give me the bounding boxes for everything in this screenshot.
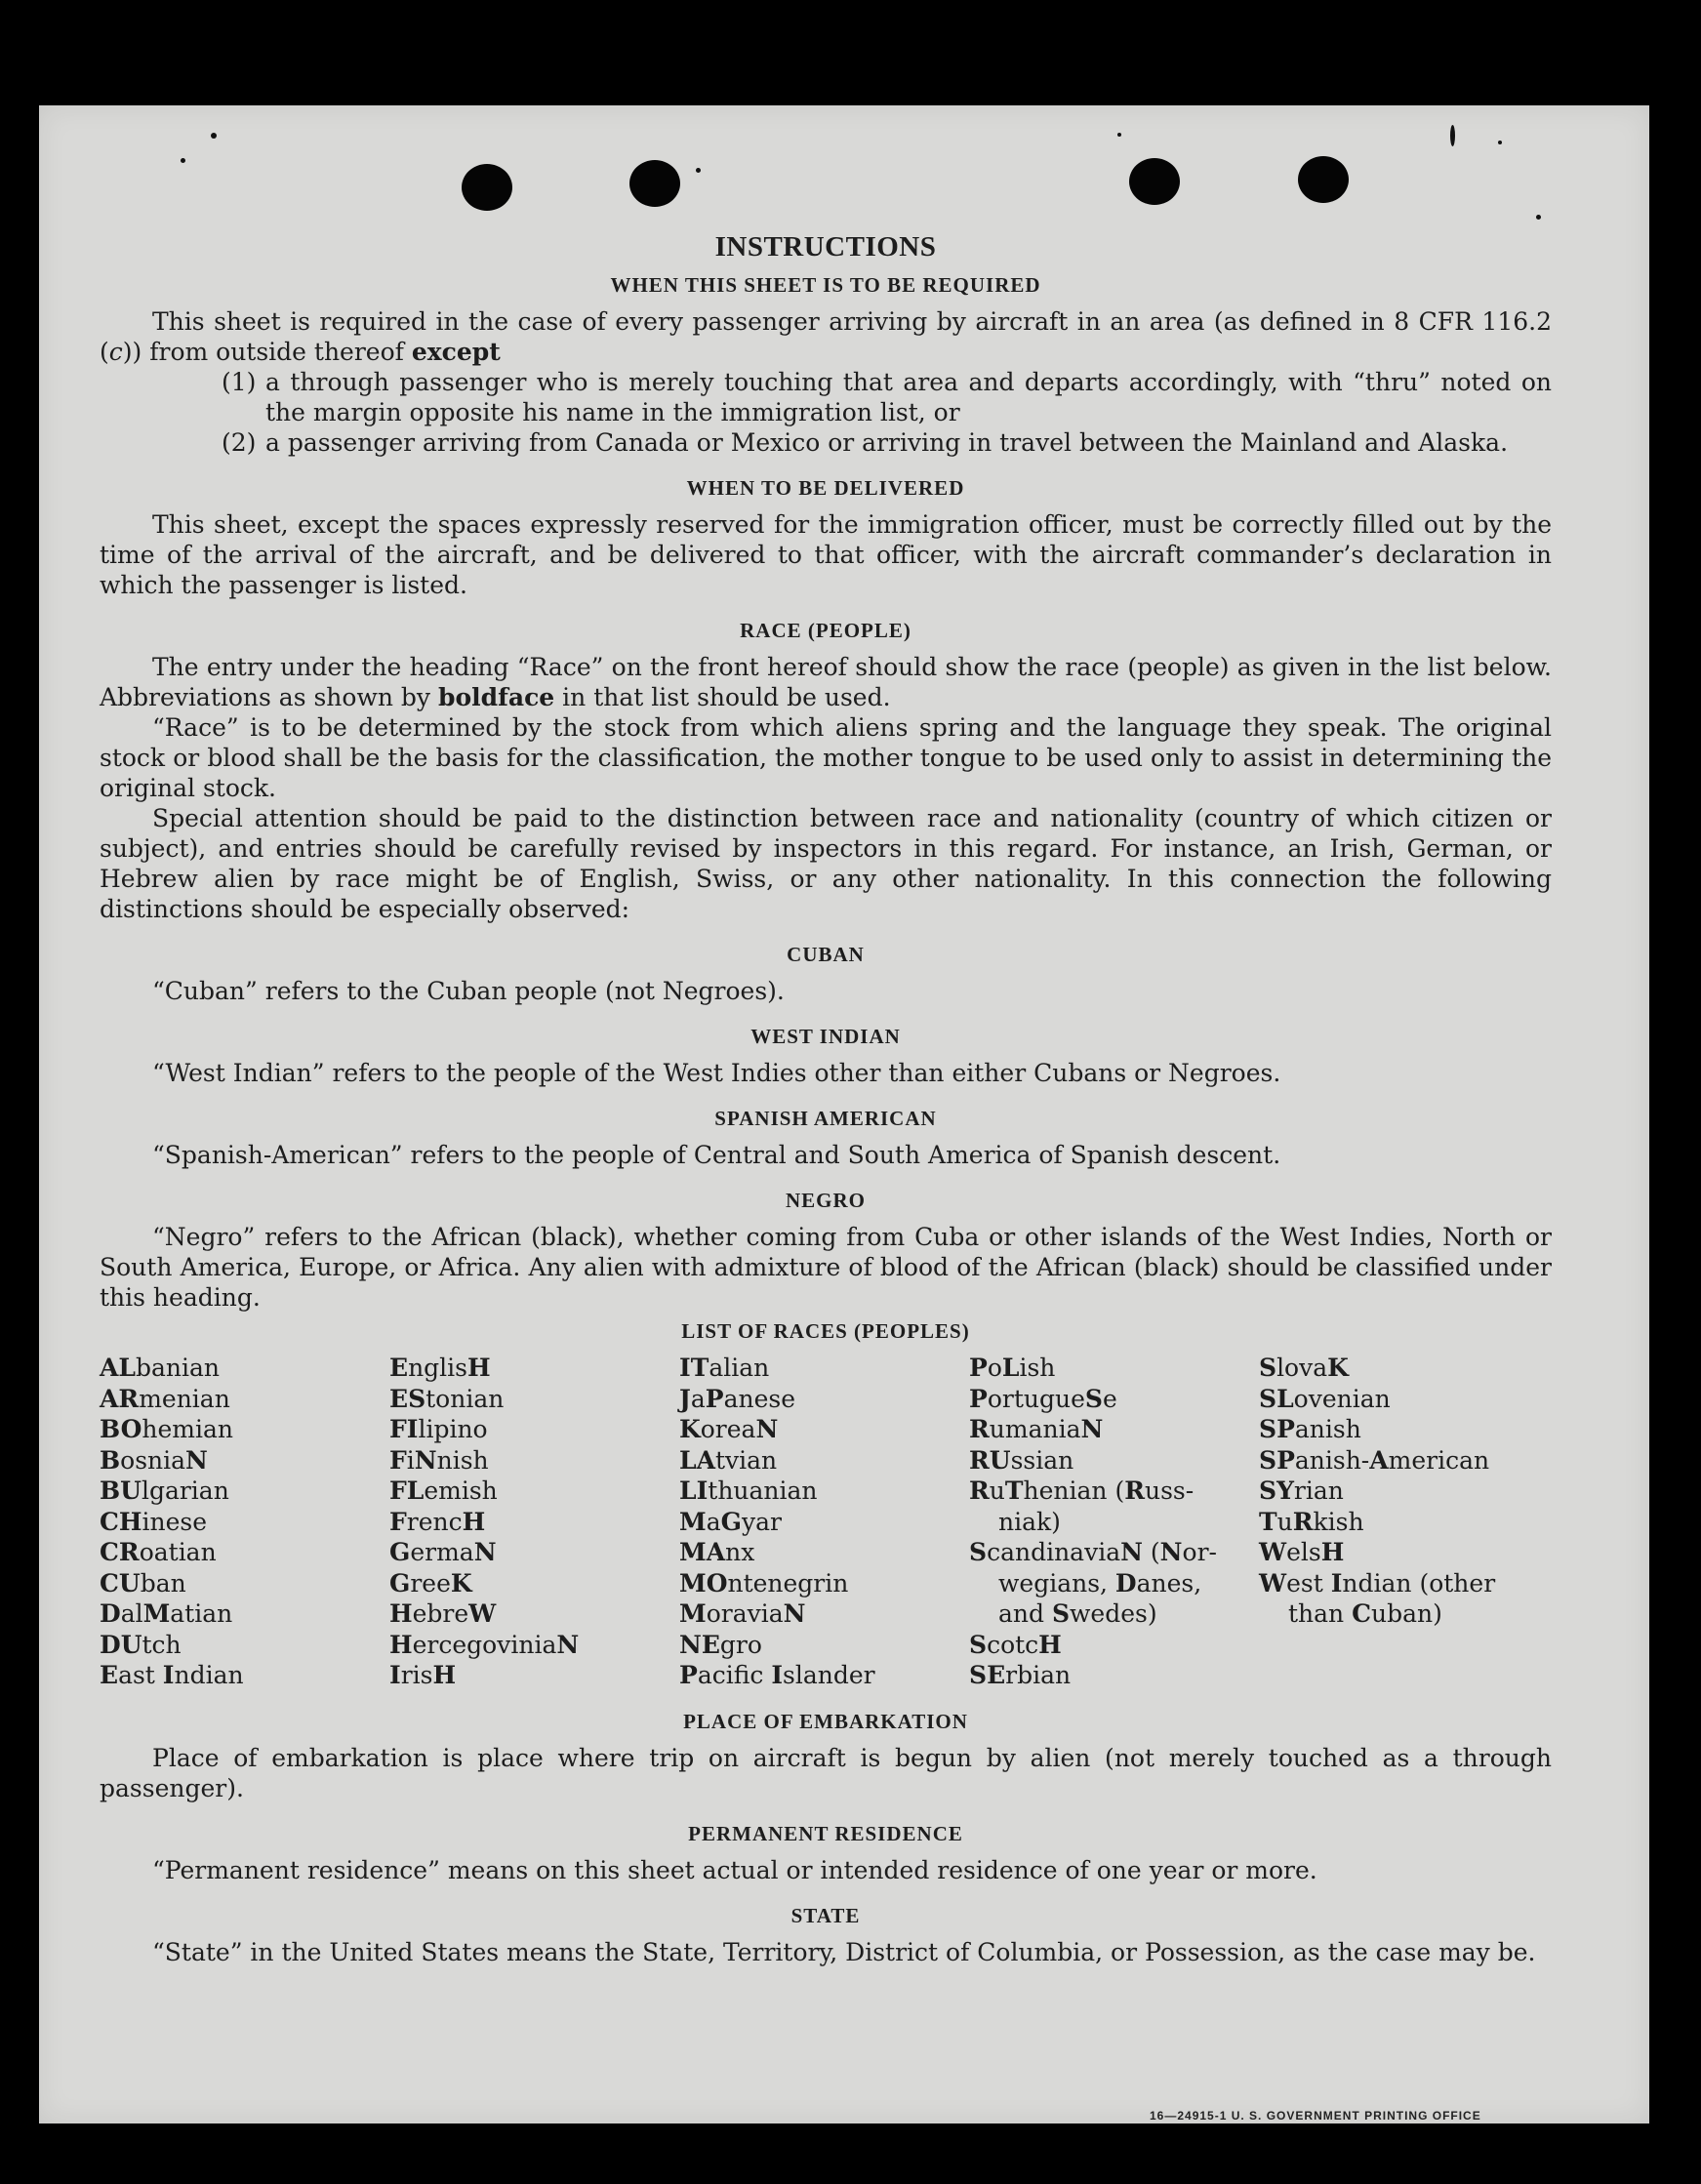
printing-office-code: 16—24915-1 U. S. GOVERNMENT PRINTING OFFICE [1150, 2109, 1481, 2123]
race-entry: West Indian (other [1259, 1568, 1496, 1598]
race-entry: LIthuanian [679, 1476, 818, 1505]
race-entry: ITalian [679, 1354, 770, 1382]
page-title: INSTRUCTIONS [714, 231, 937, 263]
race-entry: SErbian [969, 1661, 1072, 1689]
race-column [1259, 1353, 1549, 1691]
race-entry: MAnx [679, 1538, 755, 1566]
punch-hole [1129, 158, 1180, 205]
race-entry: PoLish [969, 1354, 1056, 1382]
spanish-american-text: “Spanish-American” refers to the people of Central and South America of Spanish descent. [152, 1141, 1281, 1169]
race-entry: HercegoviniaN [389, 1630, 580, 1659]
race-column [969, 1353, 1259, 1691]
race-entry: HebreW [389, 1599, 497, 1628]
exception-item: (1) a through passenger who is merely touching that area and departs accordingly, with “thru” noted on the margin opposite his name in the immigration list, or [222, 368, 1552, 426]
embarkation-text: Place of embarkation is place where trip on aircraft is begun by alien (not merely touched as a through passenger). [100, 1743, 1552, 1802]
race-entry: EStonian [389, 1384, 505, 1413]
section-heading-west-indian: WEST INDIAN [750, 1025, 901, 1048]
cuban-text: “Cuban” refers to the Cuban people (not Negroes). [152, 977, 785, 1005]
section-heading-required: WHEN THIS SHEET IS TO BE REQUIRED [610, 273, 1041, 297]
race-entry: Pacific Islander [679, 1661, 875, 1689]
race-entry: FrencH [389, 1507, 486, 1536]
race-entry: BOhemian [100, 1415, 233, 1443]
section-heading-embarkation: PLACE OF EMBARKATION [683, 1709, 968, 1733]
race-entry: MaGyar [679, 1507, 782, 1536]
race-entry: SYrian [1259, 1476, 1344, 1505]
section-heading-residence: PERMANENT RESIDENCE [688, 1821, 963, 1845]
race-column [100, 1353, 389, 1691]
race-entry: GermaN [389, 1538, 497, 1566]
ink-speck [1450, 125, 1455, 146]
race-paragraph: Special attention should be paid to the distinction between race and nationality (country of which citizen or subject), and entries should be carefully revised by inspectors in this regard. For instance, an Irish, German, or Hebrew alien by race might be of English, Swiss, or any other nationality. In this connection the following distinctions should be especially observed: [100, 804, 1552, 923]
west-indian-text: “West Indian” refers to the people of the West Indies other than either Cubans or Negroes. [152, 1059, 1281, 1087]
race-column [679, 1353, 969, 1691]
ink-speck [211, 133, 217, 139]
race-entry: than Cuban) [1288, 1599, 1442, 1628]
race-entry: ScandinaviaN (Nor- [969, 1538, 1217, 1566]
race-entry: RumaniaN [969, 1415, 1104, 1443]
race-entry: SlovaK [1259, 1354, 1349, 1382]
punch-hole [1298, 156, 1349, 203]
race-paragraph: “Race” is to be determined by the stock from which aliens spring and the language they speak. The original stock or blood shall be the basis for the classification, the mother tongue to be used only to assist in determining the original stock. [100, 713, 1552, 802]
race-entry: niak) [998, 1507, 1061, 1536]
race-entry: FLemish [389, 1476, 498, 1505]
race-entry: NEgro [679, 1630, 762, 1659]
punch-hole [462, 164, 512, 211]
race-entry: DUtch [100, 1630, 182, 1659]
race-paragraph: The entry under the heading “Race” on the front hereof should show the race (people) as given in the list below. Abbreviations as shown by boldface in that list should be used. [100, 653, 1552, 711]
race-entry: MoraviaN [679, 1599, 806, 1628]
ink-speck [696, 168, 701, 173]
race-entry: IrisH [389, 1661, 457, 1689]
ink-speck [1117, 133, 1121, 137]
race-entry: FIlipino [389, 1415, 488, 1443]
section-heading-race-list: LIST OF RACES (PEOPLES) [681, 1319, 970, 1343]
negro-text: “Negro” refers to the African (black), whether coming from Cuba or other islands of the West Indies, North or South America, Europe, or Africa. Any alien with admixture of blood of the African (black) should be classified under this heading. [100, 1223, 1552, 1312]
race-entry: KoreaN [679, 1415, 779, 1443]
requirement-intro: This sheet is required in the case of every passenger arriving by aircraft in an area (as defined in 8 CFR 116.2 (c)) from outside thereof except [100, 307, 1552, 366]
race-entry: BUlgarian [100, 1476, 229, 1505]
exception-item: (2) a passenger arriving from Canada or Mexico or arriving in travel between the Mainland and Alaska. [222, 428, 1509, 457]
race-entry: FiNnish [389, 1445, 489, 1475]
race-list [100, 1353, 1552, 1691]
race-entry: LAtvian [679, 1445, 778, 1475]
race-entry: PortugueSe [969, 1384, 1117, 1413]
ink-speck [1536, 215, 1541, 220]
race-entry: CHinese [100, 1507, 208, 1536]
section-heading-negro: NEGRO [785, 1189, 866, 1212]
race-entry: DalMatian [100, 1599, 233, 1628]
race-entry: TuRkish [1259, 1507, 1364, 1536]
section-heading-delivered: WHEN TO BE DELIVERED [686, 476, 965, 500]
race-entry: East Indian [100, 1661, 244, 1689]
race-entry: SLovenian [1259, 1384, 1391, 1413]
race-entry: CUban [100, 1568, 186, 1598]
race-entry: WelsH [1259, 1538, 1345, 1566]
state-text: “State” in the United States means the State, Territory, District of Columbia, or Possession, as the case may be. [152, 1937, 1536, 1966]
ink-speck [181, 158, 185, 163]
race-entry: BosniaN [100, 1445, 208, 1475]
delivery-text: This sheet, except the spaces expressly reserved for the immigration officer, must be correctly filled out by the time of the arrival of the aircraft, and be delivered to that officer, with the aircraft commander’s declaration in which the passenger is listed. [100, 510, 1552, 599]
document-sheet [39, 105, 1649, 2123]
race-entry: ARmenian [100, 1384, 230, 1413]
race-entry: JaPanese [679, 1384, 795, 1413]
residence-text: “Permanent residence” means on this sheet actual or intended residence of one year or more. [152, 1855, 1317, 1884]
race-entry: GreeK [389, 1568, 472, 1598]
section-heading-race: RACE (PEOPLE) [740, 619, 911, 642]
race-entry: SPanish-American [1259, 1445, 1490, 1475]
race-entry: ScotcH [969, 1630, 1062, 1659]
ink-speck [1498, 141, 1502, 144]
race-entry: and Swedes) [998, 1599, 1157, 1628]
punch-hole [629, 160, 680, 207]
race-entry: EnglisH [389, 1354, 491, 1382]
race-entry: CRoatian [100, 1538, 217, 1566]
race-entry: wegians, Danes, [998, 1568, 1202, 1598]
race-entry: SPanish [1259, 1415, 1361, 1443]
section-heading-state: STATE [790, 1903, 861, 1927]
race-entry: RuThenian (Russ- [969, 1476, 1195, 1505]
race-entry: MOntenegrin [679, 1568, 849, 1598]
instructions-body [100, 232, 1552, 1967]
race-entry: RUssian [969, 1445, 1074, 1475]
section-heading-cuban: CUBAN [787, 943, 865, 966]
race-column [389, 1353, 679, 1691]
section-heading-spanish-american: SPANISH AMERICAN [714, 1107, 937, 1130]
race-entry: ALbanian [100, 1354, 220, 1382]
